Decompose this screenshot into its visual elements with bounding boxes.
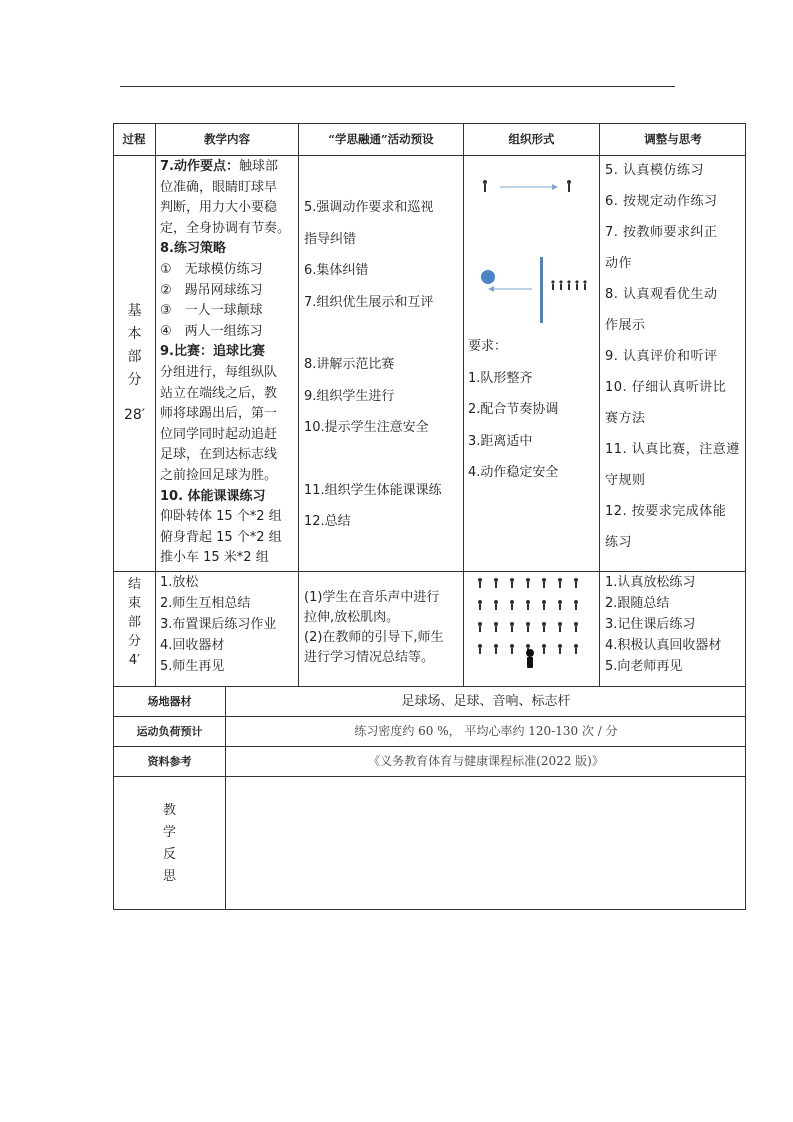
stage-char: 结: [127, 577, 141, 592]
reflection-label: [114, 800, 225, 888]
reflection-input[interactable]: [226, 777, 745, 909]
venue-value: 足球场、足球、音响、标志杆: [401, 694, 571, 709]
activity-line: (1)学生在音乐声中进行: [304, 590, 440, 605]
student-rows: [478, 578, 578, 654]
content-line: ③ 一人一球颠球: [160, 303, 263, 319]
activity-line: (2)在教师的引导下,师生: [304, 630, 444, 645]
activity-line: 11.组织学生体能课课练: [304, 482, 442, 498]
adjust-line: 作展示: [605, 318, 646, 333]
activity-line: 9.组织学生进行: [304, 388, 395, 404]
adjust-line: 3.记住课后练习: [605, 617, 696, 632]
adjust-line: 10. 仔细认真听讲比: [605, 380, 727, 395]
reflect-char: 学: [162, 825, 176, 840]
section-9-title: 9.比赛：追球比赛: [160, 344, 265, 360]
basic-adjust: [605, 155, 745, 558]
adjust-line: 赛方法: [605, 411, 646, 426]
content-line: ① 无球模仿练习: [160, 261, 263, 277]
content-line: 足球，在到达标志线: [160, 447, 278, 463]
section-10-title: 10. 体能课课练习: [160, 488, 266, 504]
adjust-line: 2.跟随总结: [605, 596, 670, 611]
adjust-line: 守规则: [605, 473, 646, 488]
content-line: 俯身背起 15 个*2 组: [160, 529, 282, 545]
activity-line: 7.组织优生展示和互评: [304, 294, 434, 310]
activity-line: 8.讲解示范比赛: [304, 357, 395, 372]
content-line: 位准确，眼睛盯球早: [160, 179, 278, 195]
req-title: 要求：: [468, 339, 508, 354]
venue-label: 场地器材: [147, 695, 192, 708]
load-value: 练习密度约 60 %， 平均心率约 120-130 次 / 分: [354, 724, 618, 738]
adjust-line: 5.向老师再见: [605, 659, 683, 674]
basic-time: 28′: [124, 407, 145, 423]
content-line: 分组进行，每组纵队: [160, 364, 278, 380]
section-8-title: 8.练习策略: [160, 241, 226, 257]
req-item: 4.动作稳定安全: [468, 465, 559, 480]
content-line: ④ 两人一组练习: [160, 323, 263, 339]
adjust-line: 6. 按规定动作练习: [605, 194, 718, 209]
content-line: 站立在端线之后，教: [160, 385, 278, 401]
content-line: 4.回收器材: [160, 638, 225, 653]
adjust-line: 5. 认真模仿练习: [605, 163, 705, 178]
content-line: 仰卧转体 15 个*2 组: [160, 509, 282, 525]
stage-char: 分: [127, 634, 141, 649]
ending-time: 4′: [128, 653, 141, 668]
req-item: 2.配合节奏协调: [468, 402, 559, 417]
header-content: 教学内容: [204, 132, 250, 146]
adjust-line: 12. 按要求完成体能: [605, 504, 727, 519]
arrow-head-icon: [488, 286, 494, 292]
stage-char: 分: [127, 372, 142, 388]
content-line: 2.师生互相总结: [160, 596, 251, 611]
header-org: 组织形式: [508, 132, 555, 146]
reflect-char: 思: [162, 869, 176, 884]
formation-diagram: [464, 572, 599, 686]
header-stage: 过程: [122, 132, 146, 146]
adjust-line: 11. 认真比赛，注意遵: [605, 442, 740, 457]
ball-icon: [481, 270, 495, 284]
stage-char: 部: [127, 615, 141, 630]
req-item: 1.队形整齐: [468, 370, 533, 386]
content-line: 判断，用力大小要稳: [160, 200, 278, 216]
column-of-players: [551, 280, 586, 290]
content-line: 之前捡回足球为胜。: [160, 467, 278, 483]
adjust-line: 8. 认真观看优生动: [605, 287, 718, 302]
activity-line: 6.集体纠错: [304, 263, 369, 278]
load-label: 运动负荷预计: [136, 725, 203, 738]
activity-line: 进行学习情况总结等。: [304, 650, 435, 665]
activity-line: 12.总结: [304, 514, 351, 529]
stage-char: 束: [127, 596, 141, 611]
stage-char: 本: [127, 326, 142, 342]
header-activity: “学思融通”活动预设: [328, 132, 434, 146]
arrow-head-icon: [552, 184, 558, 190]
org-diagram: [464, 160, 598, 330]
activity-line: 5.强调动作要求和巡视: [304, 200, 434, 215]
person-icon: [567, 180, 571, 192]
ending-adjust: [605, 572, 745, 677]
ending-content: [160, 572, 298, 677]
person-icon: [483, 180, 487, 192]
basic-activity: [304, 192, 462, 538]
adjust-line: 7. 按教师要求纠正: [605, 225, 718, 240]
marker-pole-icon: [540, 257, 543, 323]
basic-content: [160, 157, 298, 569]
ref-value: 《义务教育体育与健康课程标准(2022 版)》: [368, 754, 604, 768]
ref-label: 资料参考: [147, 755, 192, 768]
teacher-icon: [526, 649, 534, 668]
content-line: 3.布置课后练习作业: [160, 617, 277, 632]
content-line: 5.师生再见: [160, 659, 225, 674]
ending-activity: [304, 588, 462, 668]
stage-char: 基: [127, 303, 142, 319]
reflect-char: 教: [162, 803, 176, 818]
content-line: 位同学同时起动追赶: [160, 426, 278, 442]
org-requirements: [468, 331, 598, 489]
activity-line: 拉伸,放松肌肉。: [304, 610, 400, 625]
header-adjust: 调整与思考: [644, 132, 702, 146]
adjust-line: 1.认真放松练习: [605, 575, 696, 590]
reflect-char: 反: [162, 847, 176, 862]
adjust-line: 9. 认真评价和听评: [605, 349, 718, 364]
content-line: 师将球踢出后，第一: [160, 406, 278, 422]
adjust-line: 练习: [605, 535, 633, 550]
content-line: 定，全身协调有节奏。: [160, 220, 291, 236]
ending-stage-label: [114, 575, 155, 670]
req-item: 3.距离适中: [468, 433, 533, 449]
content-line: 推小车 15 米*2 组: [160, 550, 269, 566]
basic-stage-label: [114, 300, 155, 427]
content-line: 1.放松: [160, 575, 199, 590]
activity-line: 10.提示学生注意安全: [304, 420, 429, 435]
stage-char: 部: [127, 349, 142, 365]
section-7: 7.动作要点：触球部: [160, 159, 278, 174]
adjust-line: 4.积极认真回收器材: [605, 638, 722, 653]
content-line: ② 踢吊网球练习: [160, 282, 263, 298]
adjust-line: 动作: [605, 256, 633, 271]
top-rule: [120, 86, 675, 87]
activity-line: 指导纠错: [304, 231, 357, 247]
